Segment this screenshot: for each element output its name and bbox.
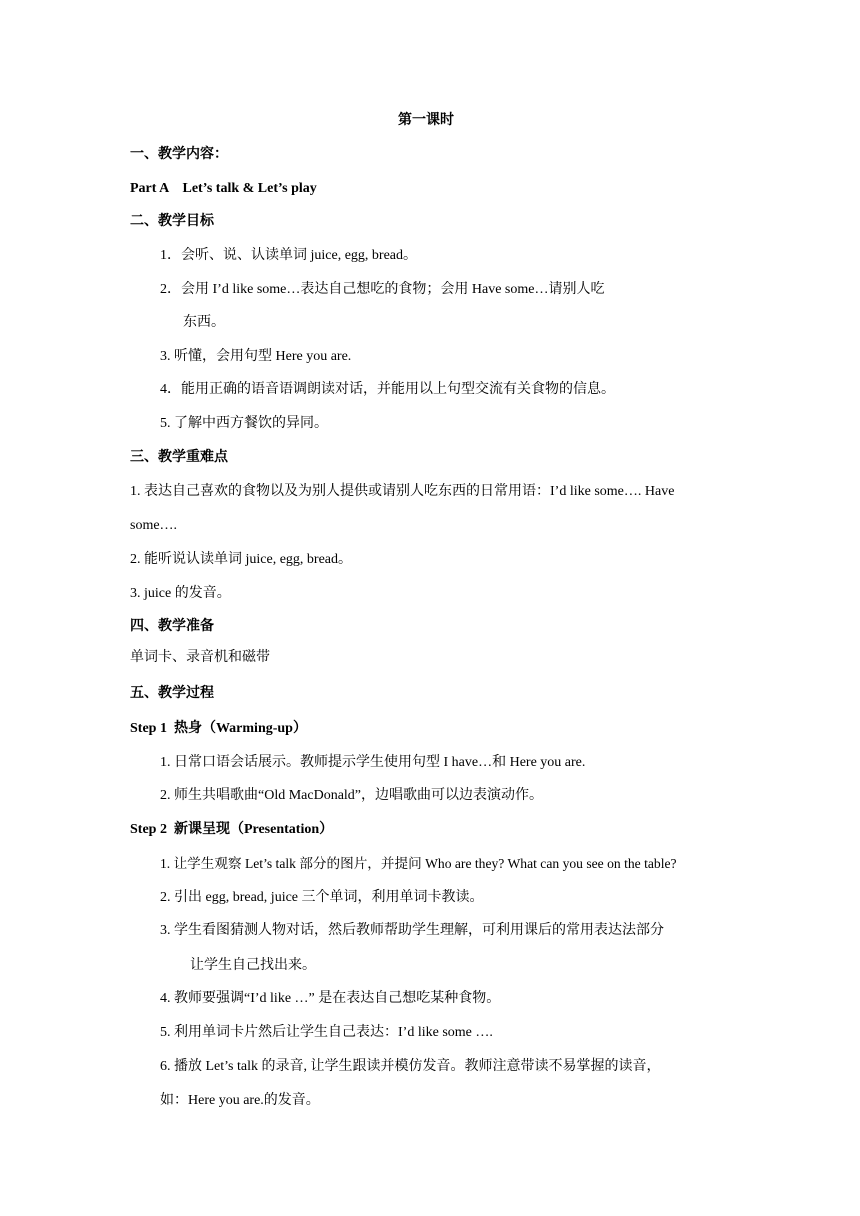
goal-item: 5. 了解中西方餐饮的异同。 (160, 416, 328, 431)
step2-item: 6. 播放 Let’s talk 的录音, 让学生跟读并模仿发音。教师注意带读不易掌握的读音， (160, 1059, 661, 1074)
key-point-continuation: some…. (130, 518, 178, 533)
goal-item: 4．能用正确的语音语调朗读对话，并能用以上句型交流有关食物的信息。 (160, 382, 615, 397)
preparation-text: 单词卡、录音机和磁带 (130, 650, 270, 665)
step2-item: 5. 利用单词卡片然后让学生自己表达：I’d like some …. (160, 1025, 493, 1040)
step2-heading: Step 2 新课呈现（Presentation） (130, 822, 334, 837)
key-point-item: 1. 表达自己喜欢的食物以及为别人提供或请别人吃东西的日常用语：I’d like some…. Have (130, 484, 675, 499)
goal-item-continuation: 东西。 (183, 315, 225, 330)
step2-item: 2. 引出 egg, bread, juice 三个单词，利用单词卡教读。 (160, 890, 484, 905)
step2-item-continuation: 如：Here you are.的发音。 (160, 1093, 320, 1108)
page-title: 第一课时 (398, 113, 454, 128)
goals-heading: 二、教学目标 (130, 214, 214, 229)
step1-heading: Step 1 热身（Warming-up） (130, 721, 307, 736)
part-title: Part A Let’s talk & Let’s play (130, 181, 317, 196)
goal-item: 1．会听、说、认读单词 juice, egg, bread。 (160, 248, 418, 263)
step2-item-continuation: 让学生自己找出来。 (190, 958, 316, 973)
step2-item: 4. 教师要强调“I’d like …” 是在表达自己想吃某种食物。 (160, 991, 501, 1006)
process-heading: 五、教学过程 (130, 686, 214, 701)
step1-item: 2. 师生共唱歌曲“Old MacDonald”，边唱歌曲可以边表演动作。 (160, 788, 544, 803)
step2-item: 3. 学生看图猜测人物对话，然后教师帮助学生理解，可利用课后的常用表达法部分 (160, 923, 664, 938)
step1-item: 1. 日常口语会话展示。教师提示学生使用句型 I have…和 Here you are. (160, 755, 586, 770)
key-points-heading: 三、教学重难点 (130, 450, 228, 465)
key-point-item: 3. juice 的发音。 (130, 586, 231, 601)
preparation-heading: 四、教学准备 (130, 619, 214, 634)
step2-item: 1. 让学生观察 Let’s talk 部分的图片，并提问 Who are they? What can you see on the table? (160, 856, 677, 871)
key-point-item: 2. 能听说认读单词 juice, egg, bread。 (130, 552, 353, 567)
goal-item: 3. 听懂，会用句型 Here you are. (160, 349, 352, 364)
goal-item: 2．会用 I’d like some…表达自己想吃的食物；会用 Have some…请别人吃 (160, 282, 605, 297)
content-heading: 一、教学内容： (130, 147, 228, 162)
